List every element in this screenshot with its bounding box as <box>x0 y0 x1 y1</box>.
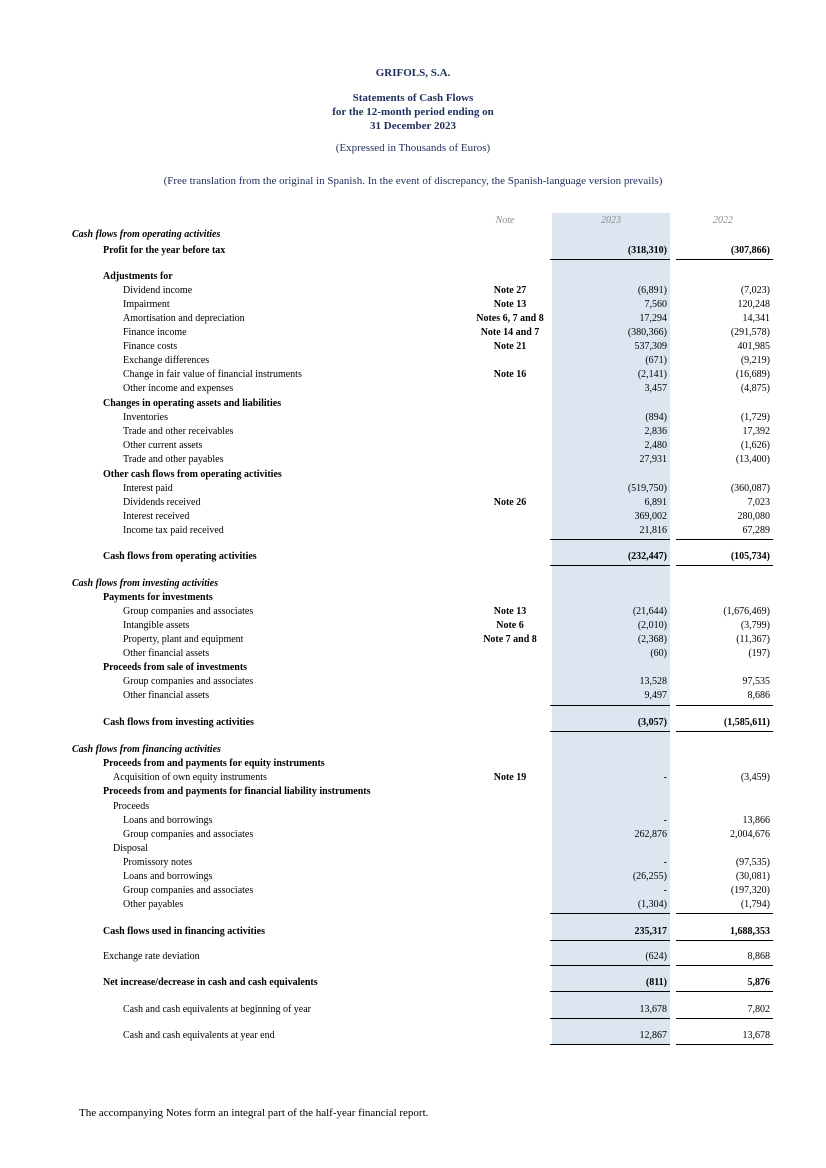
row-label: Other payables <box>123 899 184 910</box>
table-row <box>0 648 826 662</box>
table-row <box>0 469 826 483</box>
value-2022: (360,087) <box>730 483 770 494</box>
row-label: Exchange differences <box>123 355 210 366</box>
row-label: Profit for the year before tax <box>103 245 226 256</box>
value-2022: (16,689) <box>735 369 770 380</box>
value-2023: - <box>663 815 667 826</box>
row-label: Trade and other receivables <box>123 426 234 437</box>
total-rule <box>676 991 773 992</box>
value-2023: (1,304) <box>637 899 667 910</box>
table-row <box>0 271 826 285</box>
row-label: Proceeds from and payments for equity instruments <box>103 758 325 769</box>
expressed-note: (Expressed in Thousands of Euros) <box>335 142 491 154</box>
value-2023: (2,368) <box>637 634 667 645</box>
table-row <box>0 383 826 397</box>
value-2023: - <box>663 857 667 868</box>
value-2022: (105,734) <box>730 551 770 562</box>
value-2022: 280,080 <box>737 511 770 522</box>
value-2023: 27,931 <box>639 454 667 465</box>
value-2023: 262,876 <box>634 829 667 840</box>
value-2023: (3,057) <box>637 717 667 728</box>
row-note: Note 13 <box>493 299 527 310</box>
value-2022: 7,023 <box>747 497 770 508</box>
table-row <box>0 1004 826 1018</box>
row-label: Dividend income <box>123 285 193 296</box>
row-label: Promissory notes <box>123 857 193 868</box>
total-rule <box>550 913 670 914</box>
title-line-3: 31 December 2023 <box>370 120 456 132</box>
table-row <box>0 327 826 341</box>
row-label: Cash flows used in financing activities <box>103 926 265 937</box>
value-2022: 13,866 <box>742 815 770 826</box>
table-row <box>0 511 826 525</box>
row-label: Group companies and associates <box>123 885 254 896</box>
row-label: Amortisation and depreciation <box>123 313 245 324</box>
table-row <box>0 717 826 731</box>
value-2022: (3,459) <box>740 772 770 783</box>
table-row <box>0 899 826 913</box>
row-label: Other income and expenses <box>123 383 234 394</box>
total-rule <box>550 565 670 566</box>
table-row <box>0 341 826 355</box>
value-2023: (2,010) <box>637 620 667 631</box>
value-2023: 13,678 <box>639 1004 667 1015</box>
total-rule <box>550 539 670 540</box>
row-note: Note 27 <box>493 285 527 296</box>
row-label: Proceeds from and payments for financial liability instruments <box>103 786 371 797</box>
table-row <box>0 634 826 648</box>
value-2023: 235,317 <box>634 926 667 937</box>
row-note: Note 26 <box>493 497 527 508</box>
row-label: Exchange rate deviation <box>103 951 200 962</box>
value-2022: 67,289 <box>742 525 770 536</box>
total-rule <box>550 1018 670 1019</box>
row-label: Changes in operating assets and liabilities <box>103 398 282 409</box>
row-label: Cash and cash equivalents at year end <box>123 1030 275 1041</box>
row-label: Loans and borrowings <box>123 815 213 826</box>
column-head-2022: 2022 <box>713 215 733 226</box>
value-2023: - <box>663 772 667 783</box>
value-2023: 2,480 <box>644 440 667 451</box>
value-2022: (97,535) <box>735 857 770 868</box>
table-row <box>0 843 826 857</box>
value-2022: 5,876 <box>747 977 770 988</box>
table-row <box>0 885 826 899</box>
value-2022: (197,320) <box>730 885 770 896</box>
row-label: Cash flows from investing activities <box>103 717 254 728</box>
table-row <box>0 690 826 704</box>
column-head-note: Note <box>495 215 515 226</box>
row-label: Acquisition of own equity instruments <box>113 772 267 783</box>
row-label: Property, plant and equipment <box>123 634 244 645</box>
table-row <box>0 440 826 454</box>
value-2022: (13,400) <box>735 454 770 465</box>
table-row <box>0 606 826 620</box>
table-row <box>0 620 826 634</box>
value-2023: (21,644) <box>632 606 667 617</box>
row-label: Other current assets <box>123 440 203 451</box>
value-2022: (1,585,611) <box>723 717 770 728</box>
value-2023: (519,750) <box>627 483 667 494</box>
table-row <box>0 829 826 843</box>
row-note: Note 21 <box>493 341 527 352</box>
total-rule <box>550 965 670 966</box>
table-row <box>0 412 826 426</box>
value-2023: (2,141) <box>637 369 667 380</box>
value-2023: (6,891) <box>637 285 667 296</box>
value-2022: (7,023) <box>740 285 770 296</box>
total-rule <box>676 731 773 732</box>
value-2023: (60) <box>650 648 667 659</box>
value-2022: 13,678 <box>742 1030 770 1041</box>
translation-note: (Free translation from the original in Spanish. In the event of discrepancy, the Spanish-language version prevails) <box>163 175 663 187</box>
title-line-2: for the 12-month period ending on <box>332 106 494 118</box>
row-label: Group companies and associates <box>123 829 254 840</box>
row-label: Net increase/decrease in cash and cash equivalents <box>103 977 318 988</box>
value-2023: (380,366) <box>627 327 667 338</box>
company-name: GRIFOLS, S.A. <box>375 67 451 79</box>
row-label: Interest paid <box>123 483 173 494</box>
row-label: Interest received <box>123 511 190 522</box>
total-rule <box>676 940 773 941</box>
row-label: Finance costs <box>123 341 178 352</box>
value-2022: 7,802 <box>747 1004 770 1015</box>
row-label: Payments for investments <box>103 592 213 603</box>
row-label: Adjustments for <box>103 271 173 282</box>
value-2023: 9,497 <box>644 690 667 701</box>
row-label: Cash flows from investing activities <box>72 578 219 589</box>
value-2023: - <box>663 885 667 896</box>
table-row <box>0 285 826 299</box>
column-head-2023: 2023 <box>601 215 621 226</box>
total-rule <box>676 1044 773 1045</box>
value-2022: 14,341 <box>742 313 770 324</box>
row-note: Note 6 <box>496 620 524 631</box>
row-label: Change in fair value of financial instruments <box>123 369 302 380</box>
value-2023: 7,560 <box>644 299 667 310</box>
row-label: Other financial assets <box>123 648 210 659</box>
row-label: Cash and cash equivalents at beginning of year <box>123 1004 311 1015</box>
table-row <box>0 369 826 383</box>
table-row <box>0 801 826 815</box>
value-2022: (197) <box>748 648 770 659</box>
total-rule <box>550 731 670 732</box>
table-row <box>0 758 826 772</box>
row-label: Impairment <box>123 299 170 310</box>
statement-title <box>0 91 826 133</box>
value-2022: 401,985 <box>737 341 770 352</box>
table-row <box>0 951 826 965</box>
value-2023: 537,309 <box>634 341 667 352</box>
value-2023: 13,528 <box>639 676 667 687</box>
table-row <box>0 857 826 871</box>
row-label: Other cash flows from operating activities <box>103 469 282 480</box>
value-2023: (894) <box>645 412 667 423</box>
total-rule <box>676 539 773 540</box>
table-row <box>0 454 826 468</box>
total-rule <box>550 991 670 992</box>
table-row <box>0 744 826 758</box>
value-2023: 369,002 <box>634 511 667 522</box>
value-2023: 12,867 <box>639 1030 667 1041</box>
row-note: Note 16 <box>493 369 527 380</box>
row-label: Dividends received <box>123 497 201 508</box>
table-row <box>0 355 826 369</box>
row-label: Proceeds <box>113 801 150 812</box>
value-2023: (318,310) <box>627 245 667 256</box>
table-row <box>0 815 826 829</box>
table-row <box>0 786 826 800</box>
value-2022: 1,688,353 <box>730 926 770 937</box>
value-2022: (30,081) <box>735 871 770 882</box>
value-2022: 2,004,676 <box>730 829 770 840</box>
row-label: Trade and other payables <box>123 454 224 465</box>
table-row <box>0 229 826 243</box>
table-row <box>0 871 826 885</box>
total-rule <box>550 1044 670 1045</box>
total-rule <box>676 913 773 914</box>
value-2022: (9,219) <box>740 355 770 366</box>
table-row <box>0 676 826 690</box>
value-2022: (307,866) <box>730 245 770 256</box>
table-row <box>0 926 826 940</box>
value-2022: 8,868 <box>747 951 770 962</box>
value-2023: 17,294 <box>639 313 667 324</box>
row-label: Cash flows from financing activities <box>72 744 221 755</box>
row-label: Income tax paid received <box>123 525 224 536</box>
value-2022: (1,794) <box>740 899 770 910</box>
table-row <box>0 772 826 786</box>
row-label: Other financial assets <box>123 690 210 701</box>
table-row <box>0 497 826 511</box>
total-rule <box>676 965 773 966</box>
row-label: Inventories <box>123 412 168 423</box>
table-row <box>0 426 826 440</box>
table-row <box>0 398 826 412</box>
row-label: Cash flows from operating activities <box>103 551 257 562</box>
table-row <box>0 592 826 606</box>
total-rule <box>676 565 773 566</box>
table-row <box>0 483 826 497</box>
value-2023: 6,891 <box>644 497 667 508</box>
row-note: Note 19 <box>493 772 527 783</box>
value-2023: 2,836 <box>644 426 667 437</box>
value-2022: (1,729) <box>740 412 770 423</box>
row-note: Note 14 and 7 <box>480 327 540 338</box>
row-note: Note 13 <box>493 606 527 617</box>
value-2023: 21,816 <box>639 525 667 536</box>
row-note: Note 7 and 8 <box>483 634 537 645</box>
value-2022: (1,676,469) <box>723 606 770 617</box>
total-rule <box>550 259 670 260</box>
title-line-1: Statements of Cash Flows <box>352 92 474 104</box>
table-row <box>0 1030 826 1044</box>
value-2023: 3,457 <box>644 383 667 394</box>
table-row <box>0 313 826 327</box>
row-label: Finance income <box>123 327 187 338</box>
total-rule <box>550 705 670 706</box>
total-rule <box>550 940 670 941</box>
table-row <box>0 662 826 676</box>
value-2022: (3,799) <box>740 620 770 631</box>
value-2022: 97,535 <box>742 676 770 687</box>
row-note: Notes 6, 7 and 8 <box>476 313 544 324</box>
value-2022: (291,578) <box>730 327 770 338</box>
table-row <box>0 578 826 592</box>
row-label: Group companies and associates <box>123 676 254 687</box>
row-label: Group companies and associates <box>123 606 254 617</box>
value-2023: (811) <box>645 977 667 988</box>
value-2023: (26,255) <box>632 871 667 882</box>
value-2023: (624) <box>645 951 667 962</box>
value-2023: (232,447) <box>627 551 667 562</box>
row-label: Disposal <box>113 843 148 854</box>
row-label: Intangible assets <box>123 620 190 631</box>
value-2022: (11,367) <box>736 634 770 645</box>
value-2022: (1,626) <box>740 440 770 451</box>
total-rule <box>676 259 773 260</box>
row-label: Cash flows from operating activities <box>72 229 221 240</box>
row-label: Proceeds from sale of investments <box>103 662 248 673</box>
value-2022: 8,686 <box>747 690 770 701</box>
value-2022: 17,392 <box>742 426 770 437</box>
table-row <box>0 977 826 991</box>
value-2022: (4,875) <box>740 383 770 394</box>
total-rule <box>676 1018 773 1019</box>
table-row <box>0 551 826 565</box>
value-2023: (671) <box>645 355 667 366</box>
table-row <box>0 299 826 313</box>
table-row <box>0 245 826 259</box>
footer-note: The accompanying Notes form an integral part of the half-year financial report. <box>79 1107 429 1119</box>
value-2022: 120,248 <box>737 299 770 310</box>
row-label: Loans and borrowings <box>123 871 213 882</box>
total-rule <box>676 705 773 706</box>
table-row <box>0 525 826 539</box>
